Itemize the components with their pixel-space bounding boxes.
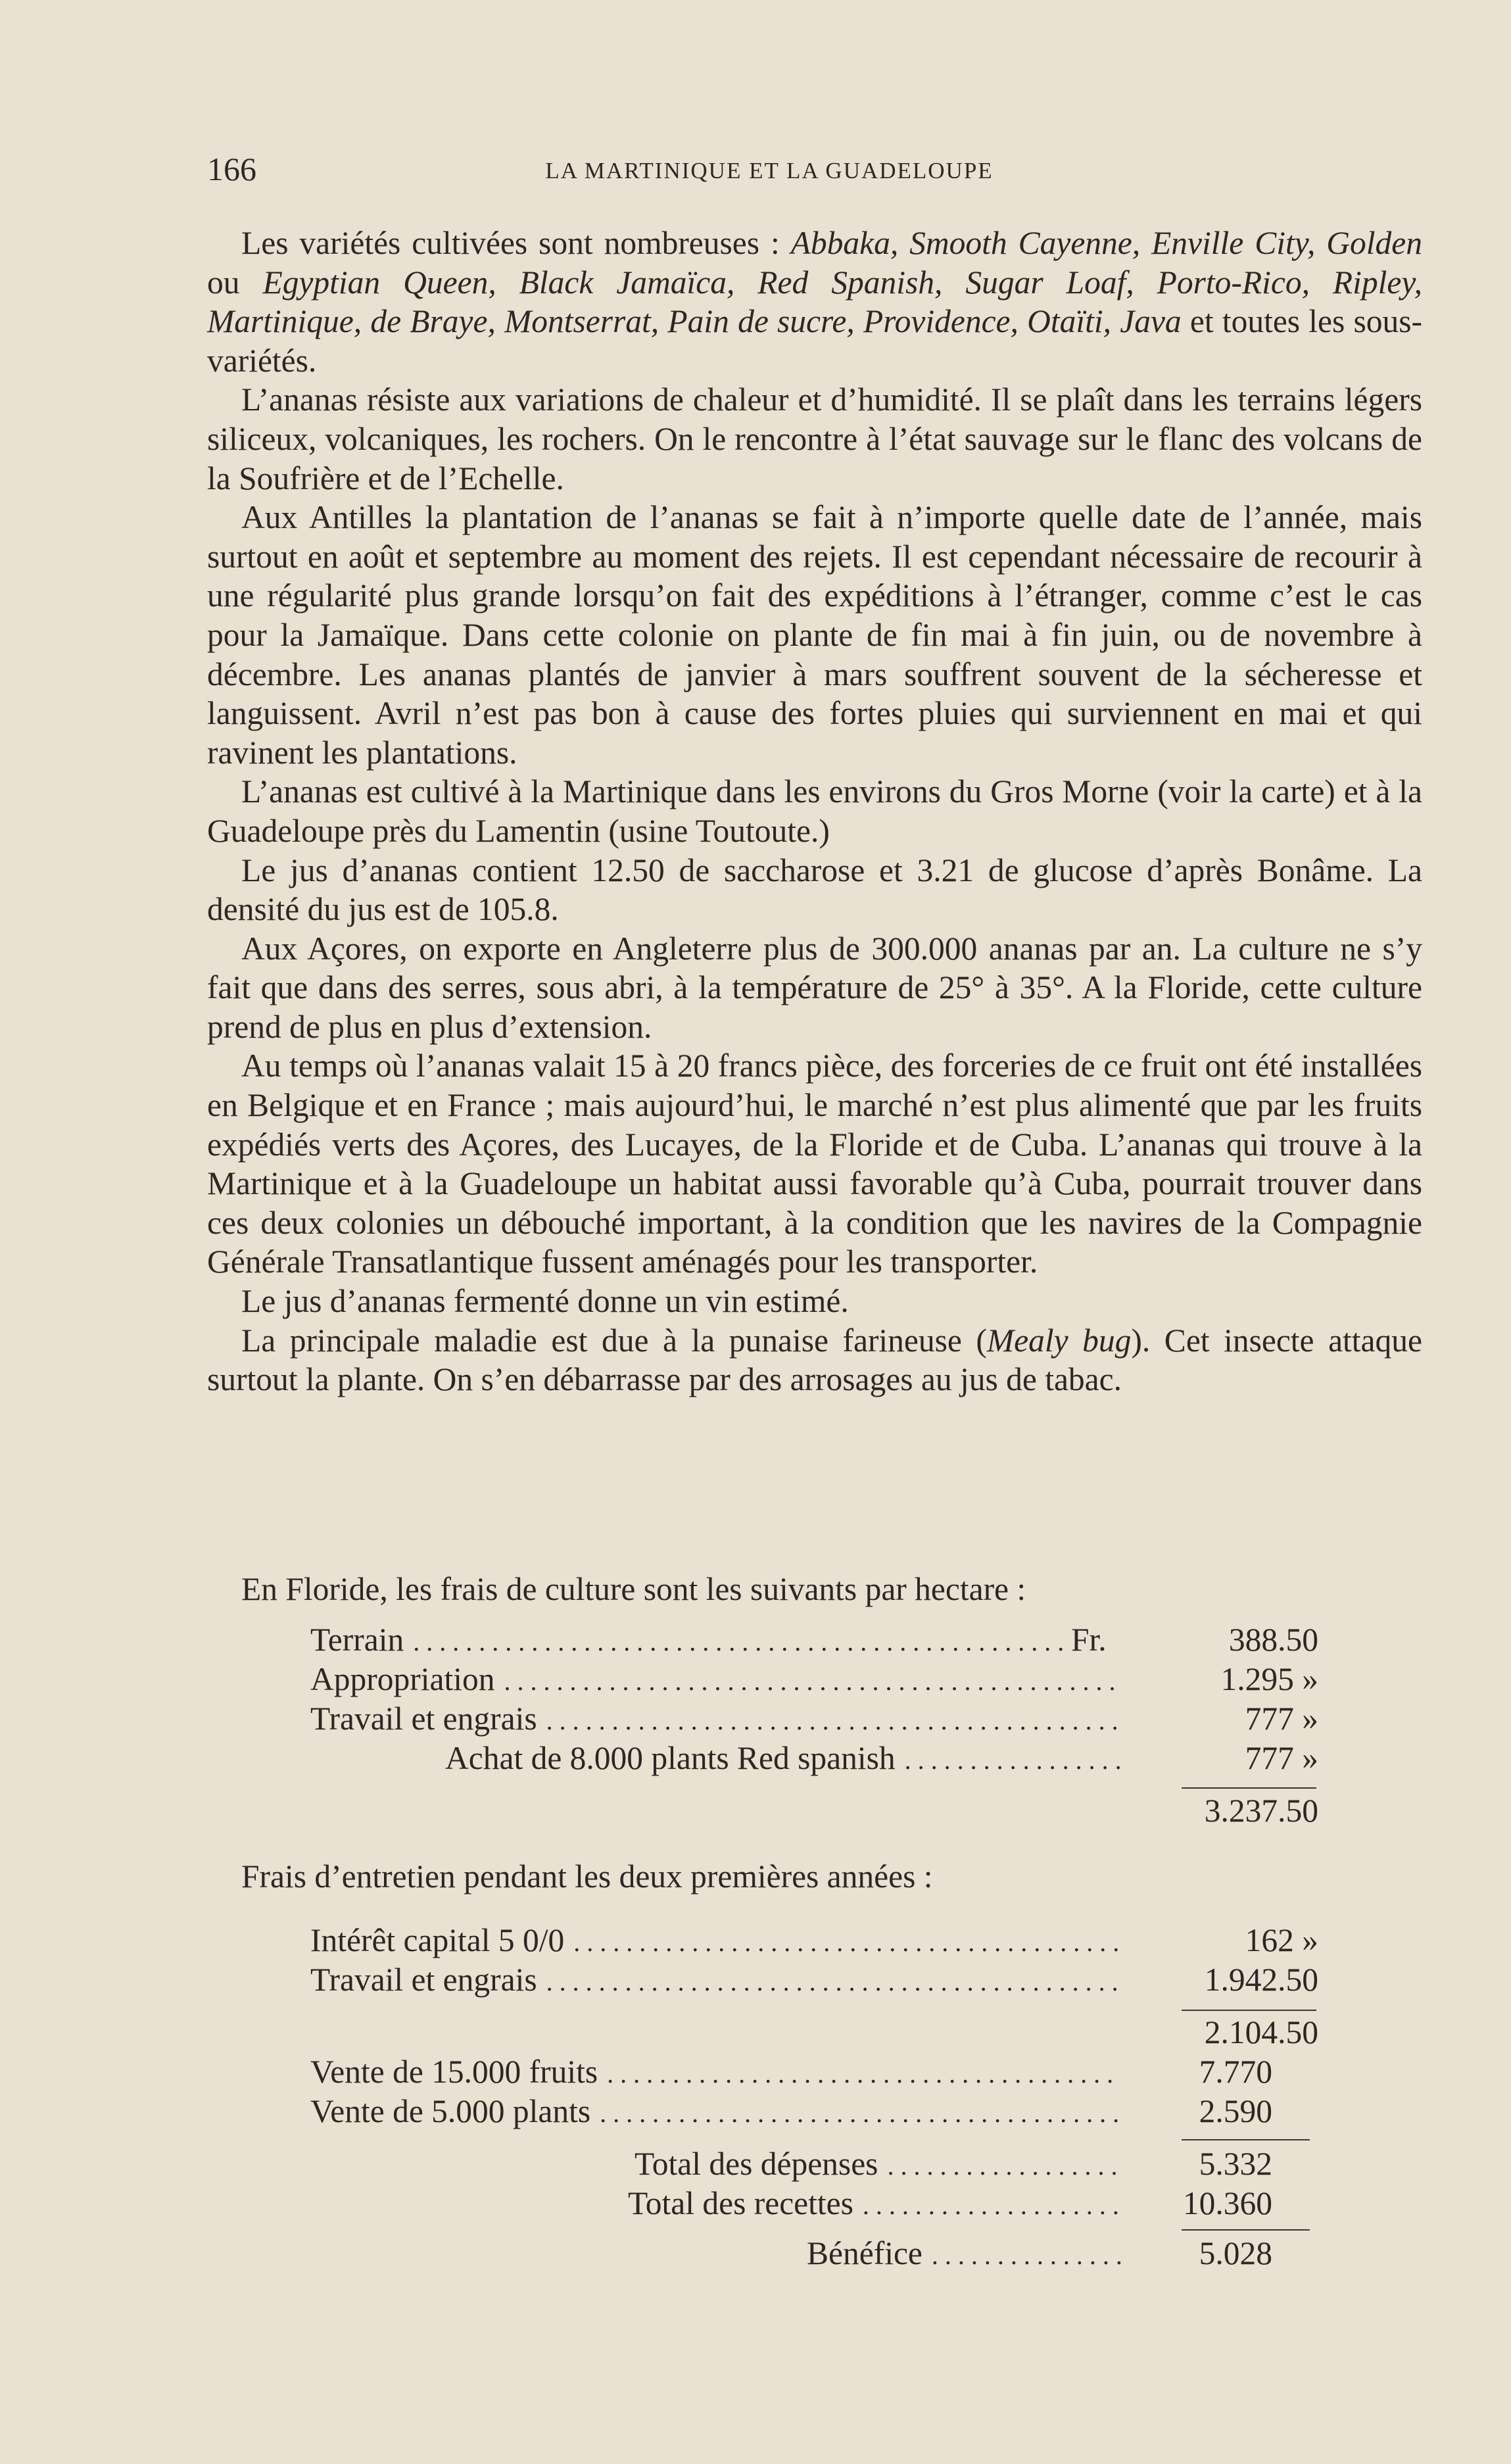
italic-text: Abbaka, Smooth Cayenne, Enville City, Golden [790, 225, 1422, 261]
body-text [207, 224, 1422, 1399]
profit-row [207, 2235, 1318, 2274]
table1-row [207, 1700, 1318, 1739]
paragraph [207, 772, 1422, 850]
text-run: L’ananas est cultivé à la Martinique dans les environs du Gros Morne (voir la carte) et à la Guadeloupe près du Lamentin (usine Toutoute.) [207, 773, 1422, 849]
table2-intro: Frais d’entretien pendant les deux premières années : [241, 1858, 933, 1895]
row-unit: Fr. [1067, 1621, 1107, 1658]
text-run: L’ananas résiste aux variations de chaleur et d’humidité. Il se plaît dans les terrains légers siliceux, volcaniques, les rochers. On le rencontre à l’état sauvage sur le flanc des volcans de la Soufrière et de l’Echelle. [207, 381, 1422, 496]
text-run: ou [207, 264, 263, 301]
text-run: Les variétés cultivées sont nombreuses : [241, 225, 791, 261]
italic-text: Mealy bug [986, 1322, 1132, 1359]
text-run: et toutes les sous-variétés. [207, 303, 1422, 379]
running-head: LA MARTINIQUE ET LA GUADELOUPE [545, 158, 994, 183]
row-amount: 2.590 [1199, 2093, 1272, 2129]
paragraph [207, 380, 1422, 498]
totals-rule [1182, 2139, 1310, 2140]
row-amount: 1.295 » [1220, 1661, 1318, 1697]
row-label: Terrain [310, 1622, 406, 1658]
paragraph [207, 1046, 1422, 1282]
text-run: Le jus d’ananas contient 12.50 de saccharose et 3.21 de glucose d’après Bonâme. La densité du jus est de 105.8. [207, 852, 1422, 928]
text-run: ). Cet insecte attaque surtout la plante. On s’en débarrasse par des arrosages au jus de tabac. [207, 1322, 1422, 1398]
row-amount: 162 » [1245, 1922, 1318, 1958]
row-amount: 777 » [1245, 1701, 1318, 1737]
total-row [207, 2145, 1318, 2185]
row-amount: 10.360 [1182, 2185, 1272, 2221]
paragraph [207, 929, 1422, 1047]
sales-row [207, 2092, 1318, 2132]
table1-intro: En Floride, les frais de culture sont les suivants par hectare : [241, 1571, 1026, 1607]
paragraph [207, 1282, 1422, 1321]
row-label: Achat de 8.000 plants Red spanish [445, 1740, 898, 1776]
table2-subtotal-row [207, 2014, 1318, 2053]
text-run: Le jus d’ananas fermenté donne un vin estimé. [241, 1283, 849, 1320]
text-run: La principale maladie est due à la punaise farineuse ( [241, 1322, 987, 1359]
paragraph [207, 498, 1422, 772]
table2-row [207, 1961, 1318, 2000]
page-header [207, 150, 1331, 196]
row-amount: 1.942.50 [1204, 1962, 1318, 1998]
row-label: Appropriation [310, 1661, 497, 1697]
row-label: Bénéfice [807, 2235, 925, 2271]
subtotal-rule [1182, 2010, 1316, 2011]
text-run: Aux Antilles la plantation de l’ananas se fait à n’importe quelle date de l’année, mais surtout en août et septembre au moment des rejets. Il est cependant nécessaire de recourir à une régularité plus grande lorsqu’on fait des expéditions à l’étranger, comme c’est le cas pour la Jamaïque. Dans cette colonie on plante de fin mai à fin juin, ou de novembre à décembre. Les ananas plantés de janvier à mars souffrent souvent de la sécheresse et languissent. Avril n’est pas bon à cause des fortes pluies qui surviennent en mai et qui ravinent les plantations. [207, 499, 1422, 771]
table1-total-row [207, 1792, 1318, 1831]
italic-text: Egyptian Queen, Black Jamaïca, Red Spanish, Sugar Loaf, Porto-Rico, Ripley, Martinique, de Braye, Montserrat, Pain de sucre, Providence, Otaïti, Java [207, 264, 1422, 340]
page-number: 166 [207, 151, 256, 187]
table1-row [207, 1660, 1318, 1700]
table1-row [207, 1739, 1318, 1779]
profit-rule [1182, 2229, 1310, 2231]
text-run: Au temps où l’ananas valait 15 à 20 francs pièce, des forceries de ce fruit ont été installées en Belgique et en France ; mais aujourd’hui, le marché n’est plus alimenté que par les fruits expédiés verts des Açores, des Lucayes, de la Floride et de Cuba. L’ananas qui trouve à la Martinique et à la Guadeloupe un habitat aussi favorable qu’à Cuba, pourrait trouver dans ces deux colonies un débouché important, à la condition que les navires de la Compagnie Générale Transatlantique fussent aménagés pour les transporter. [207, 1048, 1422, 1280]
row-label: Vente de 5.000 plants [310, 2093, 593, 2129]
row-label: Travail et engrais [310, 1701, 540, 1737]
paragraph [207, 851, 1422, 929]
sales-row [207, 2053, 1318, 2092]
row-amount: 5.028 [1199, 2235, 1272, 2271]
total-rule [1182, 1787, 1316, 1789]
total-row [207, 2185, 1318, 2224]
row-label: Intérêt capital 5 0/0 [310, 1922, 567, 1958]
row-amount: 388.50 [1228, 1622, 1318, 1658]
table1-total: 3.237.50 [1204, 1793, 1318, 1829]
table2-row [207, 1921, 1318, 1961]
text-run: Aux Açores, on exporte en Angleterre plus de 300.000 ananas par an. La culture ne s’y fait que dans des serres, sous abri, à la température de 25° à 35°. A la Floride, cette culture prend de plus en plus d’extension. [207, 930, 1422, 1045]
row-amount: 5.332 [1199, 2146, 1272, 2182]
table2-subtotal: 2.104.50 [1204, 2014, 1318, 2050]
paragraph [207, 224, 1422, 380]
row-label: Travail et engrais [310, 1962, 540, 1998]
paragraph [207, 1321, 1422, 1399]
row-label: Total des dépenses [635, 2146, 880, 2182]
row-label: Vente de 15.000 fruits [310, 2054, 600, 2090]
row-amount: 7.770 [1199, 2054, 1272, 2090]
row-amount: 777 » [1245, 1740, 1318, 1776]
table1-row [207, 1621, 1318, 1660]
row-label: Total des recettes [628, 2185, 856, 2221]
